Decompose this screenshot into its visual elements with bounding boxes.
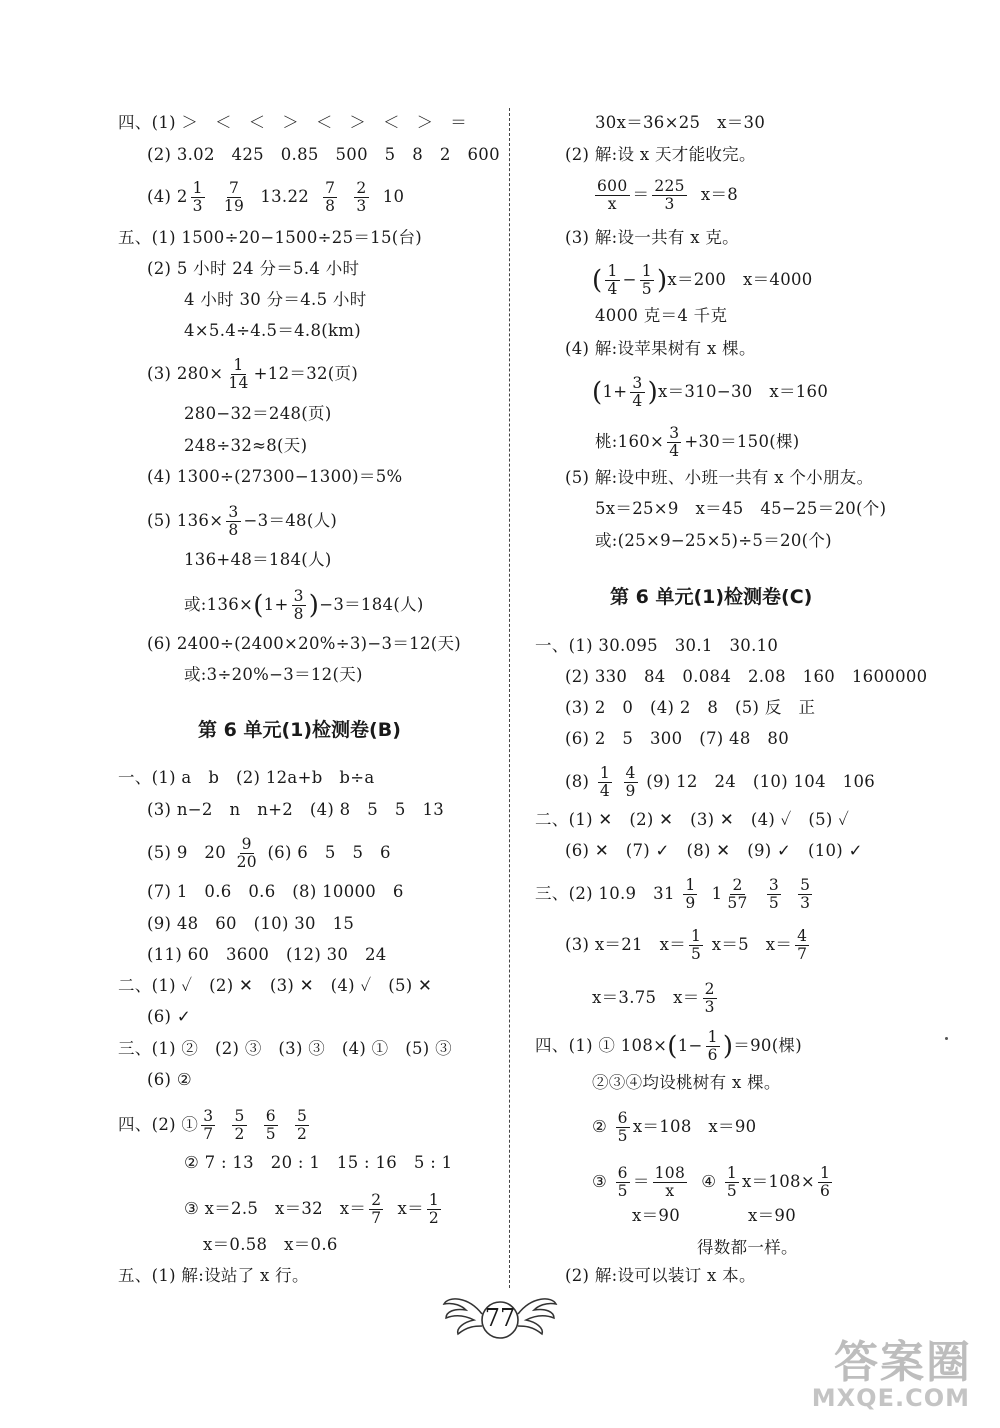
r-line4: (3) 解:设一共有 x 克。 (565, 228, 739, 247)
fraction: $\frac{1}{4}$ (599, 764, 610, 800)
c4-line5a: x＝90 (632, 1206, 681, 1225)
b5-line1: 五、(1) 解:设站了 x 行。 (118, 1266, 309, 1285)
b4-line1: 四、(2) ① $\frac{3}{7}$ $\frac{5}{2}$ $\frac{6}{5}$ $\frac{5}{2}$ (118, 1107, 308, 1143)
s5-line1: 五、(1) 1500÷20−1500÷25＝15(台) (118, 228, 423, 247)
fraction: $\frac{225}{3}$ (654, 177, 685, 213)
s5-line10: 136+48＝184(人) (184, 550, 332, 569)
fraction: $\frac{7}{19}$ (223, 179, 245, 215)
c4-line7: (2) 解:设可以装订 x 本。 (565, 1266, 756, 1285)
r-line9: 桃:160× $\frac{3}{4}$ +30＝150(棵) (595, 424, 800, 460)
s5-line7: 248÷32≈8(天) (184, 436, 308, 455)
fraction: $\frac{1}{6}$ (819, 1164, 831, 1200)
fraction: $\frac{4}{7}$ (797, 927, 808, 963)
fraction: $\frac{1}{2}$ (428, 1191, 440, 1227)
b2-line2: (6) ✓ (147, 1007, 191, 1026)
c1-line1: 一、(1) 30.095 30.1 30.10 (535, 636, 779, 655)
c4-line6: 得数都一样。 (697, 1238, 798, 1257)
c1-line2: (2) 330 84 0.084 2.08 160 1600000 (565, 667, 928, 686)
b4-line4: x＝0.58 x＝0.6 (203, 1235, 338, 1254)
fraction: $\frac{1}{4}$ (607, 262, 618, 298)
fraction: $\frac{600}{x}$ (597, 177, 628, 213)
c4-line3: ② $\frac{6}{5}$ x＝108 x＝90 (592, 1109, 757, 1145)
r-line2: (2) 解:设 x 天才能收完。 (565, 145, 756, 164)
r-line5: ( $\frac{1}{4}$ − $\frac{1}{5}$ )x＝200 x＝4000 (592, 262, 813, 298)
r-line8: (1+ $\frac{3}{4}$ )x＝310−30 x＝160 (592, 374, 829, 410)
watermark-text: 答案圈 (834, 1337, 972, 1388)
section-title-c: 第 6 单元(1)检测卷(C) (610, 586, 813, 608)
b1-line5: (9) 48 60 (10) 30 15 (147, 914, 355, 933)
s4-line2: (2) 3.02 425 0.85 500 5 8 2 600 (147, 145, 500, 164)
fraction: $\frac{3}{4}$ (669, 424, 680, 460)
c1-line5: (8) $\frac{1}{4}$ $\frac{4}{9}$ (9) 12 24 (10) 104 106 (565, 764, 876, 800)
c4-line2: ②③④均设桃树有 x 棵。 (592, 1073, 781, 1092)
b1-line4: (7) 1 0.6 0.6 (8) 10000 6 (147, 882, 404, 901)
b4-line3: ③ x＝2.5 x＝32 x＝ $\frac{2}{7}$ x＝ $\frac{1}{2}$ (184, 1191, 440, 1227)
s5-line3: 4 小时 30 分＝4.5 小时 (184, 290, 367, 309)
fraction: $\frac{5}{2}$ (297, 1107, 308, 1143)
fraction: $\frac{5}{2}$ (234, 1107, 245, 1143)
fraction: $\frac{3}{4}$ (632, 374, 643, 410)
r-line12: 或:(25×9−25×5)÷5＝20(个) (595, 531, 832, 550)
c3-line2: (3) x＝21 x＝ $\frac{1}{5}$ x＝5 x＝ $\frac{4}{7}$ (565, 927, 808, 963)
r-line10: (5) 解:设中班、小班一共有 x 个小朋友。 (565, 468, 874, 487)
fraction: $\frac{1}{5}$ (691, 927, 702, 963)
fraction: $\frac{1}{5}$ (641, 262, 652, 298)
c2-line1: 二、(1) ✕ (2) ✕ (3) ✕ (4) ✓ (5) ✓ (535, 810, 850, 829)
fraction: $\frac{9}{20}$ (236, 835, 257, 871)
s5-line9: (5) 136× $\frac{3}{8}$ −3＝48(人) (147, 503, 338, 539)
s5-line6: 280−32＝248(页) (184, 404, 332, 423)
fraction: $\frac{7}{8}$ (325, 179, 336, 215)
watermark-logo (780, 1326, 980, 1426)
b1-line1: 一、(1) a b (2) 12a+b b÷a (118, 768, 375, 787)
s5-line11: 或:136×(1+ $\frac{3}{8}$ )−3＝184(人) (184, 587, 424, 623)
column-divider (509, 108, 510, 1288)
s4-line3: (4) 2 $\frac{1}{3}$ $\frac{7}{19}$ 13.22 $\frac{7}{8}$ $\frac{2}{3}$ 10 (147, 179, 405, 215)
fraction: $\frac{3}{8}$ (228, 503, 239, 539)
fraction: $\frac{6}{5}$ (617, 1164, 628, 1200)
fraction: $\frac{3}{7}$ (203, 1107, 214, 1143)
s5-line5: (3) 280× $\frac{1}{14}$ +12＝32(页) (147, 356, 359, 392)
fraction: $\frac{1}{6}$ (707, 1028, 718, 1064)
b2-line1: 二、(1) ✓ (2) ✕ (3) ✕ (4) ✓ (5) ✕ (118, 976, 433, 995)
fraction: $\frac{3}{8}$ (293, 587, 304, 623)
fraction: $\frac{3}{5}$ (768, 876, 779, 912)
s5-line8: (4) 1300÷(27300−1300)＝5% (147, 467, 403, 486)
c4-line1: 四、(1) ① 108×(1− $\frac{1}{6}$ )＝90(棵) (535, 1028, 802, 1064)
stray-dot (945, 1037, 948, 1040)
fraction: $\frac{1}{9}$ (685, 876, 696, 912)
page-number: 77 (484, 1304, 516, 1332)
c4-line5b: x＝90 (748, 1206, 797, 1225)
fraction: $\frac{2}{3}$ (704, 980, 715, 1016)
fraction: $\frac{2}{57}$ (727, 876, 748, 912)
s4-line1: 四、(1) ＞ ＜ ＜ ＞ ＜ ＞ ＜ ＞ ＝ (118, 113, 468, 132)
fraction: $\frac{2}{3}$ (356, 179, 367, 215)
fraction: $\frac{1}{14}$ (228, 356, 249, 392)
c4-line4: ③ $\frac{6}{5}$ ＝ $\frac{108}{x}$ ④ $\frac{1}{5}$ x＝108× $\frac{1}{6}$ (592, 1164, 831, 1200)
r-line6: 4000 克＝4 千克 (595, 306, 728, 325)
r-line1: 30x＝36×25 x＝30 (595, 113, 766, 132)
r-line11: 5x＝25×9 x＝45 45−25＝20(个) (595, 499, 887, 518)
fraction: $\frac{108}{x}$ (654, 1164, 686, 1200)
s5-line12: (6) 2400÷(2400×20%÷3)−3＝12(天) (147, 634, 462, 653)
b3-line1: 三、(1) ② (2) ③ (3) ③ (4) ① (5) ③ (118, 1039, 452, 1058)
watermark-url: MXQE.COM (811, 1384, 970, 1412)
b1-line2: (3) n−2 n n+2 (4) 8 5 5 13 (147, 800, 445, 819)
s5-line2: (2) 5 小时 24 分＝5.4 小时 (147, 259, 360, 278)
b1-line3: (5) 9 20 $\frac{9}{20}$ (6) 6 5 5 6 (147, 835, 391, 871)
fraction: $\frac{2}{7}$ (371, 1191, 382, 1227)
b1-line6: (11) 60 3600 (12) 30 24 (147, 945, 387, 964)
c3-line3: x＝3.75 x＝ $\frac{2}{3}$ (592, 980, 715, 1016)
fraction: $\frac{6}{5}$ (617, 1109, 628, 1145)
r-line3: $\frac{600}{x}$ ＝ $\frac{225}{3}$ x＝8 (597, 177, 739, 213)
s5-line13: 或:3÷20%−3＝12(天) (184, 665, 363, 684)
b3-line2: (6) ② (147, 1070, 192, 1089)
s5-line4: 4×5.4÷4.5＝4.8(km) (184, 321, 361, 340)
r-line7: (4) 解:设苹果树有 x 棵。 (565, 339, 756, 358)
fraction: $\frac{1}{3}$ (192, 179, 203, 215)
c2-line2: (6) ✕ (7) ✓ (8) ✕ (9) ✓ (10) ✓ (565, 841, 863, 860)
fraction: $\frac{5}{3}$ (800, 876, 811, 912)
fraction: $\frac{6}{5}$ (265, 1107, 276, 1143)
page-number-badge (440, 1290, 560, 1350)
fraction: $\frac{4}{9}$ (625, 764, 636, 800)
c1-line4: (6) 2 5 300 (7) 48 80 (565, 729, 790, 748)
c3-line1: 三、(2) 10.9 31 $\frac{1}{9}$ 1 $\frac{2}{57}$ $\frac{3}{5}$ $\frac{5}{3}$ (535, 876, 811, 912)
b4-line2: ② 7 : 13 20 : 1 15 : 16 5 : 1 (184, 1153, 453, 1172)
c1-line3: (3) 2 0 (4) 2 8 (5) 反 正 (565, 698, 816, 717)
fraction: $\frac{1}{5}$ (726, 1164, 738, 1200)
section-title-b: 第 6 单元(1)检测卷(B) (198, 719, 401, 741)
